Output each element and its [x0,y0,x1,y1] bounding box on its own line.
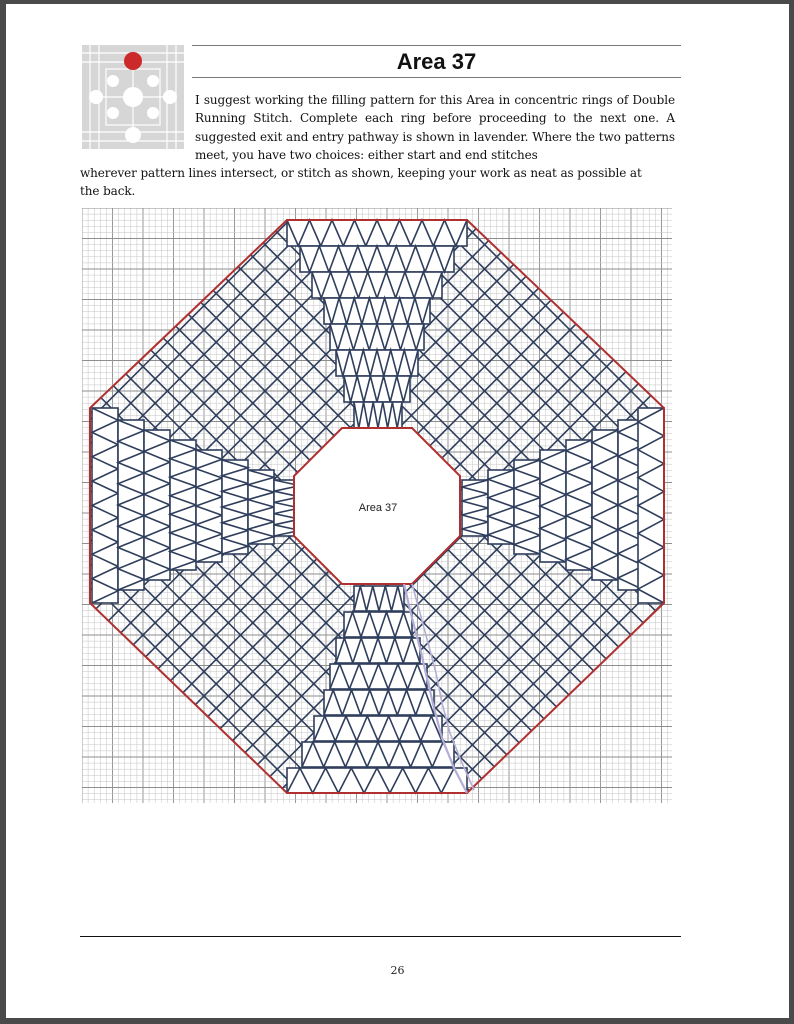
triangle-band [92,408,118,603]
paragraph-line: Double Running Stitch. Complete each ring before proceeding to the next [195,93,675,126]
page-title: Area 37 [396,49,477,74]
triangle-band [514,460,540,554]
instructions-paragraph-start [195,91,675,165]
triangle-band [354,586,404,611]
current-area-marker [124,52,142,70]
triangle-band [300,246,454,272]
triangle-band [196,450,222,562]
triangle-band [330,324,424,350]
triangle-band [566,440,592,570]
paragraph-line: wherever pattern lines intersect, or stitch as shown, keeping your work as neat as possible at [80,166,642,180]
paragraph-line: the back. [80,184,136,199]
triangle-band [144,430,170,580]
area-location-thumbnail [82,45,184,149]
footer-rule [80,936,681,937]
paragraph-line: one. A suggested exit and entry pathway is shown in lavender. Where the [195,111,675,144]
triangle-band [287,768,467,793]
triangle-band [336,350,418,376]
triangle-band [344,376,410,402]
chart-center-label: Area 37 [358,502,398,514]
triangle-band [354,402,402,428]
title-rule-bottom [192,77,681,78]
triangle-band [170,440,196,570]
triangle-band [540,450,566,562]
triangle-band [248,470,274,544]
paragraph-line: two patterns meet, you have two choices: either start and end stitches [195,129,675,163]
triangle-band [336,638,420,663]
triangle-band [488,470,514,544]
stitch-chart [82,208,672,803]
triangle-band [314,716,442,741]
triangle-band [324,298,430,324]
triangle-band [302,742,454,767]
triangle-band [638,408,664,603]
triangle-band [287,220,467,246]
paragraph-line: I suggest working the filling pattern for this Area in concentric rings of [195,93,629,107]
document-page [6,4,789,1018]
triangle-band [222,460,248,554]
page-number: 26 [390,964,405,977]
triangle-band [118,420,144,590]
instructions-paragraph-end [80,164,680,201]
triangle-band [312,272,442,298]
triangle-band [344,612,412,637]
triangle-band [462,480,488,536]
triangle-band [330,664,427,689]
triangle-band [592,430,618,580]
triangle-band [324,690,434,715]
